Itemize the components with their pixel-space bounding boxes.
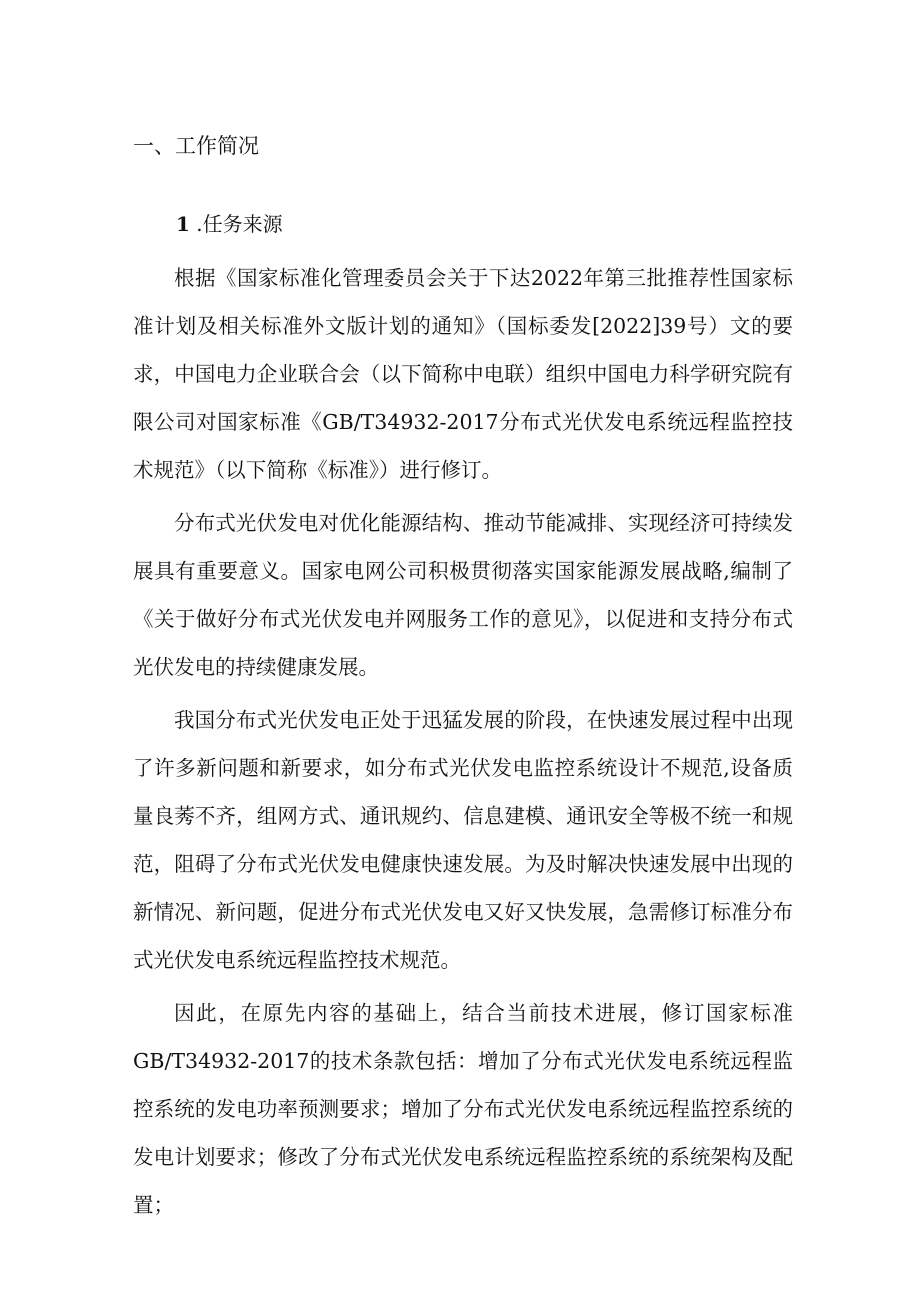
subsection-heading — [176, 209, 283, 239]
subsection-title: .任务来源 — [196, 212, 283, 236]
body-text — [133, 254, 793, 1234]
paragraph-problems: 我国分布式光伏发电正处于迅猛发展的阶段，在快速发展过程中出现了许多新问题和新要求，如分布式光伏发电监控系统设计不规范,设备质量良莠不齐，组网方式、通讯规约、信息建模、通讯安全等极不统一和规范，阻碍了分布式光伏发电健康快速发展。为及时解决快速发展中出现的新情况、新问题，促进分布式光伏发电又好又快发展，急需修订标准分布式光伏发电系统远程监控技术规范。 — [133, 708, 793, 972]
paragraph-task-source: 根据《国家标准化管理委员会关于下达2022年第三批推荐性国家标准计划及相关标准外文版计划的通知》（国标委发[2022]39号）文的要求，中国电力企业联合会（以下简称中电联）组织中国电力科学研究院有限公司对国家标准《GB/T34932-2017分布式光伏发电系统远程监控技术规范》（以下简称《标准》）进行修订。 — [133, 266, 793, 482]
paragraph-revisions: 因此，在原先内容的基础上，结合当前技术进展，修订国家标准GB/T34932-2017的技术条款包括：增加了分布式光伏发电系统远程监控系统的发电功率预测要求；增加了分布式光伏发电系统远程监控系统的发电计划要求；修改了分布式光伏发电系统远程监控系统的系统架构及配置； — [133, 1001, 793, 1217]
section-heading: 一、工作简况 — [133, 134, 259, 158]
paragraph-significance: 分布式光伏发电对优化能源结构、推动节能减排、实现经济可持续发展具有重要意义。国家电网公司积极贯彻落实国家能源发展战略,编制了《关于做好分布式光伏发电并网服务工作的意见》，以促进和支持分布式光伏发电的持续健康发展。 — [133, 511, 793, 679]
subsection-number: 1 — [176, 212, 190, 236]
